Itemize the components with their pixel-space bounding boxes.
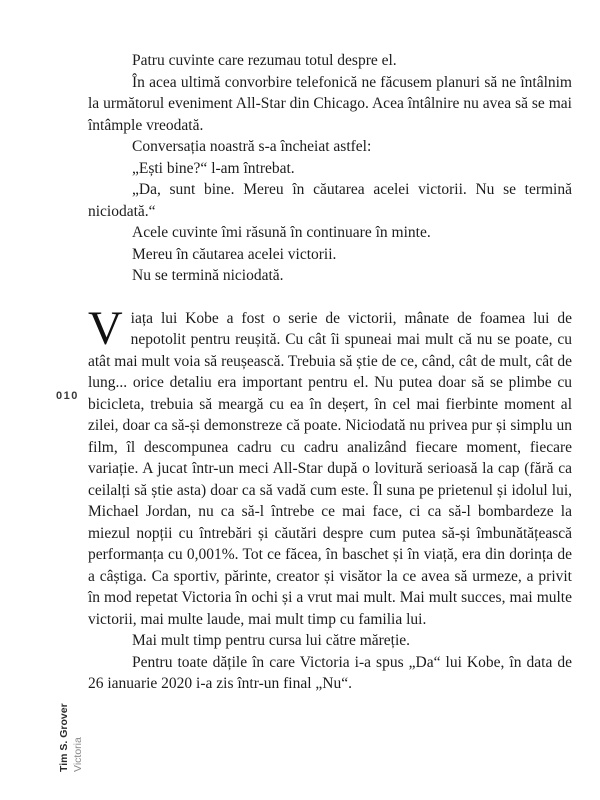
spine-text xyxy=(57,703,85,772)
section-gap xyxy=(88,287,572,308)
dropcap-paragraph xyxy=(88,301,572,631)
page-number: 010 xyxy=(56,390,79,402)
paragraph: Patru cuvinte care rezumau totul despre el. xyxy=(132,52,397,69)
paragraph: Mereu în căutarea acelei victorii. xyxy=(132,245,337,263)
spine-title: Victoria xyxy=(72,737,84,772)
paragraph: „Da, sunt bine. Mereu în căutarea acelei victorii. Nu se termină niciodată.“ xyxy=(88,181,572,220)
paragraph: Acele cuvinte îmi răsună în continuare în minte. xyxy=(132,224,431,241)
paragraph: „Ești bine?“ l-am întrebat. xyxy=(132,159,295,177)
text-column xyxy=(88,50,572,695)
paragraph: Pentru toate dățile în care Victoria i-a spus „Da“ lui Kobe, în data de 26 ianuarie 2020 i-a zis într-un final „Nu“. xyxy=(88,653,572,692)
paragraph: Nu se termină niciodată. xyxy=(132,267,284,284)
paragraph: În acea ultimă convorbire telefonică ne făcusem planuri să ne întâlnim la următorul eveniment All-Star din Chicago. Acea întâlnire nu avea să se mai întâmple vreodată. xyxy=(88,73,572,134)
spine-author: Tim S. Grover xyxy=(58,703,70,772)
paragraph: Conversația noastră s-a încheiat astfel: xyxy=(132,138,372,155)
paragraph-text: iața lui Kobe a fost o serie de victorii, mânate de foamea lui de nepotolit pentru reușită. Cu cât îi spuneai mai mult că nu se poate, cu atât mai mult voia să reușească. Trebuia să știe de ce, când, cât de mult, cât de lung... orice detaliu era important pentru el. Nu putea doar să se plimbe cu bicicleta, trebuia să meargă cu ea în deșert, în cel mai fierbinte moment al zilei, doar ca să-și demonstreze că poate. Niciodată nu privea pur și simplu un film, îl descompunea cadru cu cadru analizând fiecare moment, fiecare variație. A jucat într-un meci All-Star după o lovitură serioasă la cap (fără ca ceilalți să știe asta) doar ca să vadă cum este. Îl suna pe prietenul și idolul lui, Michael Jordan, nu ca să-l întrebe ce mai face, ci ca să-l bombardeze la miezul nopții cu întrebări și căutări despre cum putea să-și îmbunătățească performanța cu 0,001%. Tot ce făcea, în baschet și în viață, era din dorința de a câștiga. Ca sportiv, părinte, creator și visător la ce avea să urmeze, a privit în mod repetat Victoria în ochi și a vrut mai mult. Mai mult succes, mai multe victorii, mai multe laude, mai mult timp cu familia lui. xyxy=(88,309,572,628)
paragraph: Mai mult timp pentru cursa lui către măreție. xyxy=(132,632,411,649)
drop-cap-letter: V xyxy=(88,301,123,355)
